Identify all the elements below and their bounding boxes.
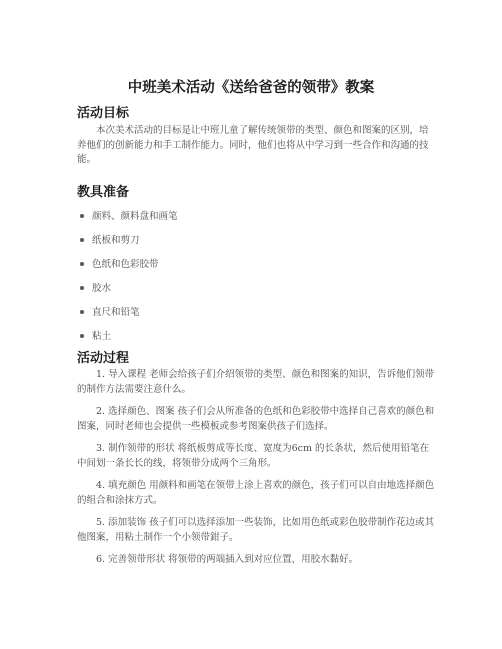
process-step: 1. 导入课程 老师会给孩子们介绍领带的类型、颜色和图案的知识，告诉他们领带的制作方法需要注意什么。 xyxy=(77,369,435,395)
goals-paragraph: 本次美术活动的目标是让中班儿童了解传统领带的类型、颜色和图案的区别，培养他们的创新能力和手工制作能力。同时，他们也将从中学习到一些合作和沟通的技能。 xyxy=(77,125,429,165)
bullet-icon xyxy=(80,214,84,218)
bullet-icon xyxy=(80,286,84,290)
list-item: 胶水 xyxy=(80,280,111,294)
process-step: 6. 完善领带形状 将领带的两端插入到对应位置，用胶水黏好。 xyxy=(96,554,359,565)
section-heading-goals: 活动目标 xyxy=(77,106,130,121)
process-step: 2. 选择颜色、图案 孩子们会从所准备的色纸和色彩胶带中选择自己喜欢的颜色和图案，同时老师也会提供一些模板或参考图案供孩子们选择。 xyxy=(77,406,435,432)
document-title: 中班美术活动《送给爸爸的领带》教案 xyxy=(127,80,375,96)
list-item: 纸板和剪刀 xyxy=(80,232,140,246)
process-step: 5. 添加装饰 孩子们可以选择添加一些装饰，比如用色纸或彩色胶带制作花边或其他图案，用粘土制作一个小领带鉗子。 xyxy=(77,517,435,543)
list-item: 色纸和色彩胶带 xyxy=(80,256,159,270)
process-step: 3. 制作领带的形状 将纸板剪成等长度、宽度为6cm 的长条状，然后使用铅笔在中间划一条长长的线，将领带分成两个三角形。 xyxy=(77,443,429,469)
bullet-icon xyxy=(80,334,84,338)
bullet-icon xyxy=(80,262,84,266)
list-item: 直尺和铅笔 xyxy=(80,304,140,318)
list-item: 颜料、颜料盘和画笔 xyxy=(80,208,178,222)
bullet-icon xyxy=(80,238,84,242)
section-heading-materials: 教具准备 xyxy=(77,185,130,200)
bullet-icon xyxy=(80,310,84,314)
process-step: 4. 填充颜色 用颜料和画笔在领带上涂上喜欢的颜色，孩子们可以自由地选择颜色的组合和涂抹方式。 xyxy=(77,480,435,506)
list-item: 粘土 xyxy=(80,328,111,342)
section-heading-process: 活动过程 xyxy=(77,351,130,366)
